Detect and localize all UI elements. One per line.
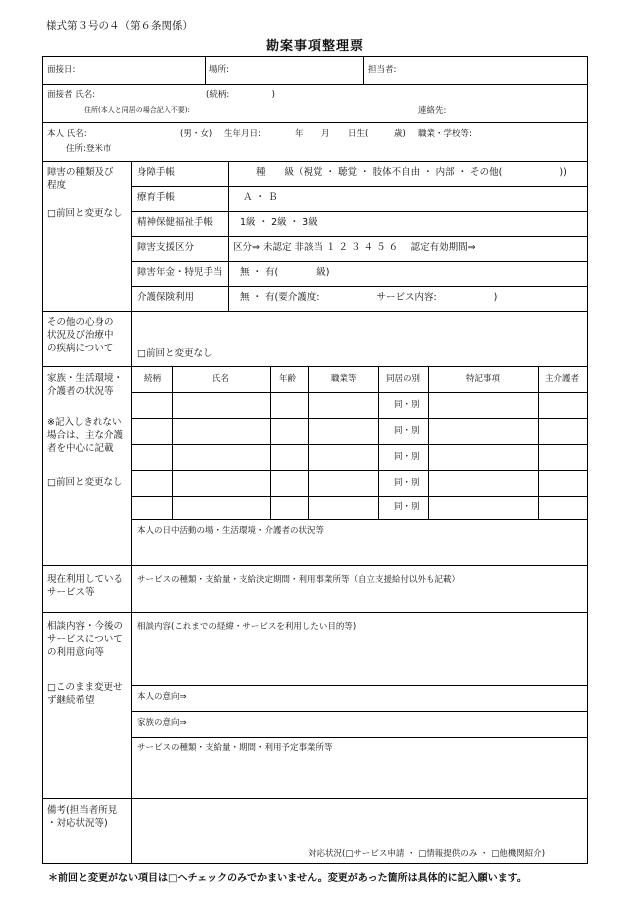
row-divider <box>131 470 588 471</box>
consult-section-label: 相談内容・今後の サービスについて の利用意向等 <box>47 621 124 658</box>
row-divider <box>131 711 588 712</box>
disability-row-label: 障害支援区分 <box>137 242 195 253</box>
consult-content-label: 相談内容(これまでの経緯・サービスを利用したい目的等) <box>137 622 357 632</box>
place-label: 場所: <box>209 65 229 75</box>
disability-row-value: 区分⇒ 未認定 非該当 １ ２ ３ ４ ５ ６ 認定有効期間⇒ <box>233 242 476 253</box>
services-section-label: 現在利用している サービス等 <box>47 574 124 598</box>
row-divider <box>42 798 588 799</box>
disability-row-label: 障害年金・特児手当 <box>137 267 223 278</box>
disability-row-value: 無 ・ 有( 級) <box>240 267 330 278</box>
family-row-cohabit: 同・別 <box>394 400 420 410</box>
family-header-main-carer: 主介護者 <box>545 374 580 384</box>
family-header-relation: 続柄 <box>144 374 162 384</box>
footnote: ＊前回と変更がない項目は□へチェックのみでかまいません。変更があった箇所は具体的に記入願います。 <box>48 873 527 884</box>
person-age-label: 歳) <box>394 129 406 139</box>
person-year-label: 年 <box>295 129 304 139</box>
column-divider <box>228 161 229 311</box>
form-title: 勘案事項整理票 <box>265 39 364 54</box>
row-divider <box>131 685 588 686</box>
row-divider <box>42 161 588 162</box>
staff-label: 担当者: <box>368 65 397 75</box>
family-row-cohabit: 同・別 <box>394 426 420 436</box>
row-divider <box>131 261 588 262</box>
column-divider <box>205 56 206 84</box>
person-job-label: 職業・学校等: <box>418 129 472 139</box>
person-birth-label: 生年月日: <box>224 129 261 139</box>
column-divider <box>378 366 379 519</box>
disability-row-label: 精神保健福祉手帳 <box>137 217 214 228</box>
column-divider <box>270 366 271 519</box>
row-divider <box>42 612 588 613</box>
person-sex-label: (男・女) <box>180 129 213 139</box>
interviewer-address-label: 住所(本人と同居の場合記入不要): <box>84 106 190 114</box>
row-divider <box>131 186 588 187</box>
row-divider <box>131 286 588 287</box>
row-divider <box>131 737 588 738</box>
disability-row-value: 無 ・ 有(要介護度: サービス内容: ) <box>240 292 498 303</box>
disability-row-label: 身障手帳 <box>137 167 176 178</box>
family-row-cohabit: 同・別 <box>394 502 420 512</box>
self-intent-label: 本人の意向⇒ <box>137 692 187 702</box>
disability-row-value: Ａ ・ Ｂ <box>243 192 278 203</box>
row-divider <box>131 211 588 212</box>
disability-row-value: 1級 ・ 2級 ・ 3級 <box>240 217 318 228</box>
family-header-age: 年齢 <box>279 374 297 384</box>
daily-activity-label: 本人の日中活動の場・生活環境・介護者の状況等 <box>137 526 325 536</box>
row-divider <box>42 366 588 367</box>
planned-services-label: サービスの種類・支給量・期間・利用予定事業所等 <box>137 743 333 753</box>
continue-unchanged-checkbox[interactable]: □このまま変更せ ず継続希望 <box>47 682 123 706</box>
response-status-options[interactable]: 対応状況(□サービス申請 ・ □情報提供のみ ・ □他機関紹介) <box>308 849 546 859</box>
row-divider <box>42 565 588 566</box>
interviewer-relation-label: (続柄: ) <box>206 90 275 100</box>
interviewer-name-label: 面接者 氏名: <box>47 90 96 100</box>
column-divider <box>363 56 364 84</box>
person-name-label: 本人 氏名: <box>47 129 87 139</box>
disability-row-label: 介護保険利用 <box>137 292 195 303</box>
family-header-job: 職業等 <box>331 374 357 384</box>
row-divider <box>131 392 588 393</box>
interviewer-contact-label: 連絡先: <box>418 106 447 116</box>
health-unchanged-checkbox[interactable]: □前回と変更なし <box>137 348 213 359</box>
column-divider <box>538 366 539 519</box>
row-divider <box>42 122 588 123</box>
family-header-name: 氏名 <box>212 374 230 384</box>
remarks-section-label: 備考(担当者所見 ・対応状況等) <box>47 805 118 829</box>
row-divider <box>42 84 588 85</box>
disability-unchanged-checkbox[interactable]: □前回と変更なし <box>47 208 123 219</box>
family-note: ※記入しきれない 場合は、主な介護 者を中心に記載 <box>47 417 124 454</box>
disability-row-value: 種 級（視覚 ・ 聴覚 ・ 肢体不自由 ・ 内部 ・ その他( )) <box>256 167 567 178</box>
person-month-label: 月 <box>321 129 330 139</box>
row-divider <box>42 311 588 312</box>
family-header-cohabit: 同居の別 <box>386 374 421 384</box>
column-divider <box>428 366 429 519</box>
family-intent-label: 家族の意向⇒ <box>137 718 187 728</box>
row-divider <box>131 236 588 237</box>
column-divider <box>172 366 173 519</box>
services-description: サービスの種類・支給量・支給決定期間・利用事業所等（自立支援給付以外も記載） <box>137 575 461 585</box>
health-section-label: その他の心身の 状況及び治療中 の疾病について <box>47 317 114 354</box>
row-divider <box>131 496 588 497</box>
form-number: 様式第３号の４（第６条関係） <box>46 20 193 32</box>
column-divider <box>308 366 309 519</box>
row-divider <box>131 418 588 419</box>
person-day-label: 日生( <box>348 129 369 139</box>
row-divider <box>131 519 588 520</box>
family-row-cohabit: 同・別 <box>394 452 420 462</box>
column-divider <box>131 161 132 864</box>
disability-section-label: 障害の種類及び 程度 <box>47 167 114 191</box>
disability-row-label: 療育手帳 <box>137 192 176 203</box>
family-unchanged-checkbox[interactable]: □前回と変更なし <box>47 477 123 488</box>
row-divider <box>131 444 588 445</box>
family-section-label: 家族・生活環境・ 介護者の状況等 <box>47 373 124 397</box>
interview-date-label: 面接日: <box>47 65 76 75</box>
person-address-label: 住所:登米市 <box>66 144 112 154</box>
family-row-cohabit: 同・別 <box>394 478 420 488</box>
family-header-notes: 特記事項 <box>466 374 501 384</box>
